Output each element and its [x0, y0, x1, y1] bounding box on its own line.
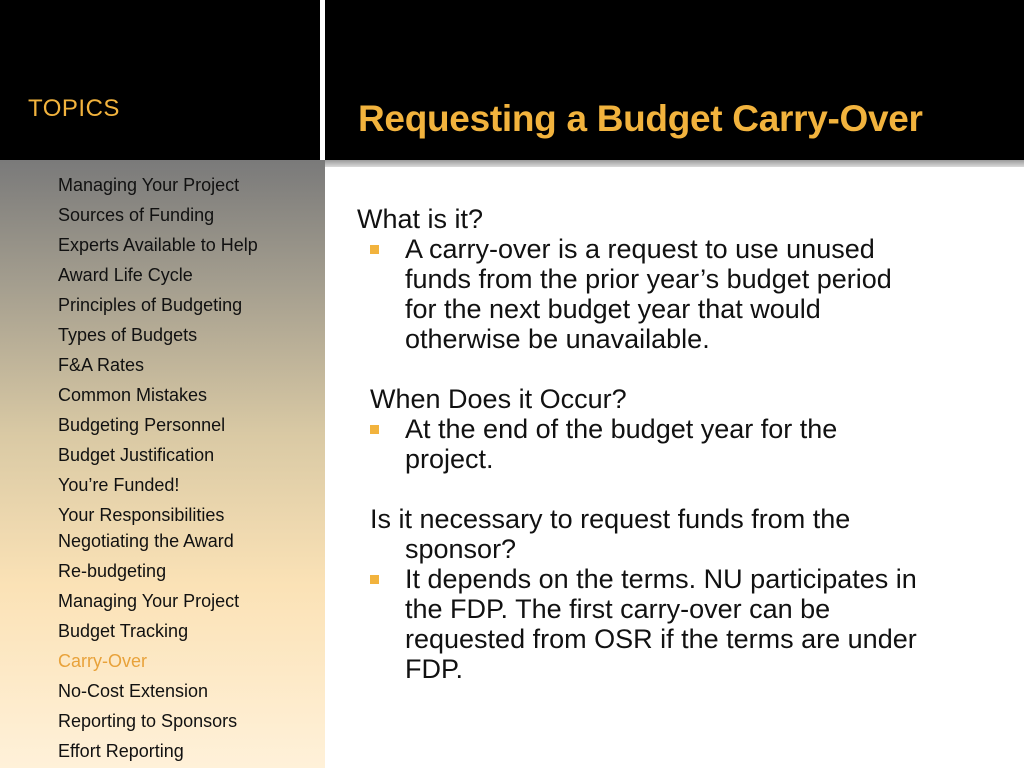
- header-rule: [325, 160, 1024, 167]
- question-is-it-necessary: Is it necessary to request funds from the: [370, 504, 851, 534]
- topic-item-youre-funded[interactable]: You’re Funded!: [58, 475, 180, 495]
- topic-item-managing-your-project[interactable]: Managing Your Project: [58, 175, 240, 195]
- bullet-square-icon: [370, 575, 379, 584]
- slide-header: [325, 0, 1024, 160]
- answer-line: A carry-over is a request to use unused: [405, 234, 875, 264]
- sidebar-title: TOPICS: [28, 95, 120, 122]
- question-when-does-it-occur: When Does it Occur?: [370, 384, 627, 414]
- topic-item-re-budgeting[interactable]: Re-budgeting: [58, 561, 167, 581]
- answer-line: project.: [405, 444, 494, 474]
- topic-item-common-mistakes[interactable]: Common Mistakes: [58, 385, 208, 405]
- topic-item-effort-reporting[interactable]: Effort Reporting: [58, 741, 184, 761]
- topic-item-types-of-budgets[interactable]: Types of Budgets: [58, 325, 198, 345]
- answer-line: the FDP. The first carry-over can be: [405, 594, 831, 624]
- topic-item-budget-justification[interactable]: Budget Justification: [58, 445, 215, 465]
- topic-item-experts-available[interactable]: Experts Available to Help: [58, 235, 258, 255]
- topic-list: [58, 172, 258, 768]
- sidebar-header: [0, 0, 320, 160]
- bullet-square-icon: [370, 425, 379, 434]
- answer-line: for the next budget year that would: [405, 294, 821, 324]
- question-what-is-it: What is it?: [357, 204, 484, 234]
- bullet-square-icon: [370, 245, 379, 254]
- topic-item-carry-over[interactable]: Carry-Over: [58, 651, 147, 671]
- slide-content: [325, 167, 1024, 768]
- answer-line: funds from the prior year’s budget period: [405, 264, 892, 294]
- topic-item-your-responsibilities[interactable]: Your Responsibilities: [58, 505, 225, 525]
- topic-item-no-cost-extension[interactable]: No-Cost Extension: [58, 681, 209, 701]
- answer-line: It depends on the terms. NU participates in: [405, 564, 917, 594]
- slide-title: Requesting a Budget Carry-Over: [358, 98, 923, 139]
- topic-item-sources-of-funding[interactable]: Sources of Funding: [58, 205, 215, 225]
- topic-item-award-life-cycle[interactable]: Award Life Cycle: [58, 265, 193, 285]
- topic-item-principles-of-budgeting[interactable]: Principles of Budgeting: [58, 295, 243, 315]
- topic-item-managing-your-project-2[interactable]: Managing Your Project: [58, 591, 240, 611]
- answer-line: requested from OSR if the terms are under: [405, 624, 917, 654]
- topic-item-budget-tracking[interactable]: Budget Tracking: [58, 621, 189, 641]
- topic-item-fa-rates[interactable]: F&A Rates: [58, 355, 145, 375]
- topics-sidebar: [0, 160, 325, 768]
- topic-item-reporting-to-sponsors[interactable]: Reporting to Sponsors: [58, 711, 238, 731]
- answer-line: otherwise be unavailable.: [405, 324, 710, 354]
- question-is-it-necessary-cont: sponsor?: [405, 534, 517, 564]
- topic-item-negotiating-the-award[interactable]: Negotiating the Award: [58, 531, 234, 551]
- answer-line: FDP.: [405, 654, 464, 684]
- answer-line: At the end of the budget year for the: [405, 414, 838, 444]
- topic-item-budgeting-personnel[interactable]: Budgeting Personnel: [58, 415, 226, 435]
